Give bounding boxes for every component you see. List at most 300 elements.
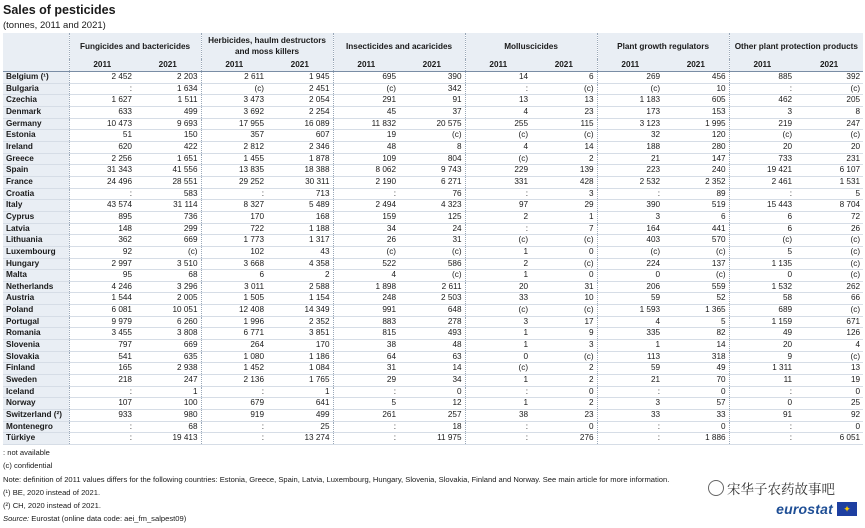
value-cell: 48 — [399, 340, 465, 352]
value-cell: 6 — [729, 223, 795, 235]
value-cell: (c) — [135, 246, 201, 258]
value-cell: (c) — [795, 246, 863, 258]
value-cell: 635 — [135, 351, 201, 363]
value-cell: 23 — [531, 106, 597, 118]
value-cell: : — [69, 386, 135, 398]
value-cell: 4 358 — [267, 258, 333, 270]
value-cell: 9 — [729, 351, 795, 363]
value-cell: 261 — [333, 410, 399, 422]
value-cell: : — [201, 421, 267, 433]
country-cell: Sweden — [3, 375, 69, 387]
table-row — [3, 293, 863, 305]
value-cell: 6 051 — [795, 433, 863, 445]
country-cell: Estonia — [3, 130, 69, 142]
country-cell: Croatia — [3, 188, 69, 200]
value-cell: 1 — [267, 386, 333, 398]
table-row — [3, 328, 863, 340]
value-cell: 206 — [597, 281, 663, 293]
value-cell: 255 — [465, 118, 531, 130]
value-cell: : — [333, 188, 399, 200]
value-cell: 641 — [267, 398, 333, 410]
group-header: Molluscicides — [465, 33, 597, 59]
year-header: 2011 — [69, 59, 135, 72]
value-cell: 229 — [465, 165, 531, 177]
value-cell: 92 — [795, 410, 863, 422]
value-cell: 797 — [69, 340, 135, 352]
value-cell: 736 — [135, 211, 201, 223]
value-cell: 689 — [729, 305, 795, 317]
pesticides-table — [3, 33, 863, 445]
value-cell: 29 — [333, 375, 399, 387]
value-cell: 2 — [267, 270, 333, 282]
value-cell: 41 556 — [135, 165, 201, 177]
value-cell: 107 — [69, 398, 135, 410]
value-cell: 25 — [267, 421, 333, 433]
value-cell: (c) — [663, 246, 729, 258]
value-cell: 695 — [333, 72, 399, 84]
table-row — [3, 235, 863, 247]
value-cell: 499 — [135, 106, 201, 118]
value-cell: 48 — [333, 141, 399, 153]
country-cell: Lithuania — [3, 235, 69, 247]
value-cell: 262 — [795, 281, 863, 293]
value-cell: : — [597, 386, 663, 398]
value-cell: 2 611 — [201, 72, 267, 84]
value-cell: 4 323 — [399, 200, 465, 212]
value-cell: 559 — [663, 281, 729, 293]
value-cell: 6 107 — [795, 165, 863, 177]
value-cell: 148 — [69, 223, 135, 235]
value-cell: 1 995 — [663, 118, 729, 130]
value-cell: 11 832 — [333, 118, 399, 130]
value-cell: 63 — [399, 351, 465, 363]
value-cell: 14 — [663, 340, 729, 352]
value-cell: 12 408 — [201, 305, 267, 317]
country-cell: Denmark — [3, 106, 69, 118]
value-cell: 2 503 — [399, 293, 465, 305]
value-cell: 2 611 — [399, 281, 465, 293]
value-cell: 2 254 — [267, 106, 333, 118]
value-cell: (c) — [465, 235, 531, 247]
value-cell: 3 808 — [135, 328, 201, 340]
value-cell: 2 136 — [201, 375, 267, 387]
value-cell: 5 — [333, 398, 399, 410]
year-header: 2021 — [663, 59, 729, 72]
value-cell: 3 011 — [201, 281, 267, 293]
value-cell: : — [729, 421, 795, 433]
value-cell: 2 461 — [729, 176, 795, 188]
value-cell: 1 — [465, 246, 531, 258]
value-cell: 2 — [465, 211, 531, 223]
country-cell: Bulgaria — [3, 83, 69, 95]
table-row — [3, 106, 863, 118]
value-cell: 1 627 — [69, 95, 135, 107]
value-cell: : — [465, 421, 531, 433]
value-cell: 4 — [465, 106, 531, 118]
value-cell: 223 — [597, 165, 663, 177]
value-cell: 633 — [69, 106, 135, 118]
value-cell: 33 — [597, 410, 663, 422]
value-cell: 14 — [465, 72, 531, 84]
value-cell: 1 531 — [795, 176, 863, 188]
value-cell: 2 190 — [333, 176, 399, 188]
value-cell: 6 — [663, 211, 729, 223]
value-cell: 13 835 — [201, 165, 267, 177]
value-cell: 390 — [597, 200, 663, 212]
value-cell: 2 — [531, 363, 597, 375]
value-cell: 19 — [333, 130, 399, 142]
value-cell: 6 271 — [399, 176, 465, 188]
value-cell: 3 668 — [201, 258, 267, 270]
value-cell: 25 — [795, 398, 863, 410]
value-cell: 1 505 — [201, 293, 267, 305]
value-cell: 168 — [267, 211, 333, 223]
value-cell: 2 346 — [267, 141, 333, 153]
value-cell: 13 — [465, 95, 531, 107]
table-row — [3, 176, 863, 188]
value-cell: 2 588 — [267, 281, 333, 293]
value-cell: 2 — [531, 153, 597, 165]
value-cell: 82 — [663, 328, 729, 340]
value-cell: 299 — [135, 223, 201, 235]
value-cell: 269 — [597, 72, 663, 84]
value-cell: 91 — [729, 410, 795, 422]
value-cell: : — [597, 188, 663, 200]
country-cell: Slovakia — [3, 351, 69, 363]
value-cell: 68 — [135, 421, 201, 433]
value-cell: : — [465, 223, 531, 235]
group-header: Insecticides and acaricides — [333, 33, 465, 59]
wechat-icon — [708, 480, 724, 496]
value-cell: (c) — [795, 258, 863, 270]
value-cell: : — [729, 83, 795, 95]
value-cell: (c) — [399, 246, 465, 258]
corner-cell — [3, 59, 69, 72]
country-cell: Austria — [3, 293, 69, 305]
value-cell: (c) — [729, 235, 795, 247]
value-cell: 0 — [597, 270, 663, 282]
value-cell: 1 452 — [201, 363, 267, 375]
value-cell: 248 — [333, 293, 399, 305]
value-cell: : — [201, 433, 267, 445]
value-cell: 52 — [663, 293, 729, 305]
table-title: Sales of pesticides — [3, 3, 116, 17]
value-cell: 37 — [399, 106, 465, 118]
value-cell: 0 — [729, 270, 795, 282]
value-cell: 0 — [663, 421, 729, 433]
value-cell: 3 — [597, 398, 663, 410]
value-cell: 76 — [399, 188, 465, 200]
value-cell: 38 — [465, 410, 531, 422]
value-cell: 2 — [531, 398, 597, 410]
value-cell: 980 — [135, 410, 201, 422]
value-cell: 4 — [465, 141, 531, 153]
value-cell: 1 317 — [267, 235, 333, 247]
country-cell: Montenegro — [3, 421, 69, 433]
value-cell: 59 — [597, 293, 663, 305]
value-cell: 679 — [201, 398, 267, 410]
value-cell: 17 — [531, 316, 597, 328]
value-cell: 247 — [795, 118, 863, 130]
value-cell: (c) — [795, 235, 863, 247]
table-row — [3, 258, 863, 270]
value-cell: 9 979 — [69, 316, 135, 328]
value-cell: (c) — [795, 270, 863, 282]
value-cell: 318 — [663, 351, 729, 363]
value-cell: 1 — [465, 375, 531, 387]
value-cell: 21 — [597, 375, 663, 387]
value-cell: 153 — [663, 106, 729, 118]
value-cell: (c) — [465, 363, 531, 375]
value-cell: 1 878 — [267, 153, 333, 165]
year-header: 2011 — [333, 59, 399, 72]
value-cell: 91 — [399, 95, 465, 107]
value-cell: 3 510 — [135, 258, 201, 270]
year-header: 2021 — [399, 59, 465, 72]
value-cell: (c) — [795, 351, 863, 363]
value-cell: 3 455 — [69, 328, 135, 340]
value-cell: 9 693 — [135, 118, 201, 130]
table-row — [3, 363, 863, 375]
value-cell: (c) — [597, 246, 663, 258]
value-cell: 3 — [531, 188, 597, 200]
year-header-row — [3, 59, 863, 72]
value-cell: (c) — [795, 305, 863, 317]
table-row — [3, 72, 863, 84]
value-cell: 2 352 — [267, 316, 333, 328]
value-cell: : — [465, 188, 531, 200]
value-cell: (c) — [399, 130, 465, 142]
table-row — [3, 398, 863, 410]
value-cell: (c) — [201, 83, 267, 95]
value-cell: 13 — [795, 363, 863, 375]
value-cell: 240 — [663, 165, 729, 177]
value-cell: (c) — [795, 130, 863, 142]
value-cell: 1 945 — [267, 72, 333, 84]
country-cell: Greece — [3, 153, 69, 165]
note-confidential: (c) confidential — [3, 461, 53, 471]
value-cell: 31 114 — [135, 200, 201, 212]
country-cell: Malta — [3, 270, 69, 282]
table-row — [3, 410, 863, 422]
value-cell: 92 — [69, 246, 135, 258]
eurostat-logo: eurostat — [776, 501, 833, 517]
value-cell: (c) — [729, 130, 795, 142]
value-cell: (c) — [465, 305, 531, 317]
value-cell: 20 — [729, 340, 795, 352]
value-cell: 51 — [69, 130, 135, 142]
eu-flag-icon: ✦ — [837, 502, 857, 516]
year-header: 2021 — [531, 59, 597, 72]
value-cell: 1 183 — [597, 95, 663, 107]
value-cell: 5 489 — [267, 200, 333, 212]
value-cell: 9 — [531, 328, 597, 340]
value-cell: 8 062 — [333, 165, 399, 177]
value-cell: 97 — [465, 200, 531, 212]
value-cell: 1 — [465, 270, 531, 282]
value-cell: 280 — [663, 141, 729, 153]
value-cell: 895 — [69, 211, 135, 223]
country-cell: Hungary — [3, 258, 69, 270]
value-cell: 1 651 — [135, 153, 201, 165]
value-cell: 5 — [663, 316, 729, 328]
value-cell: : — [597, 421, 663, 433]
value-cell: 0 — [729, 398, 795, 410]
value-cell: 2 256 — [69, 153, 135, 165]
value-cell: 1 — [465, 398, 531, 410]
country-cell: Ireland — [3, 141, 69, 153]
value-cell: 342 — [399, 83, 465, 95]
value-cell: 8 — [399, 141, 465, 153]
source-label: Source: — [3, 514, 30, 524]
value-cell: : — [465, 433, 531, 445]
table-row — [3, 200, 863, 212]
country-cell: Germany — [3, 118, 69, 130]
value-cell: (c) — [597, 83, 663, 95]
value-cell: 276 — [531, 433, 597, 445]
country-cell: Netherlands — [3, 281, 69, 293]
country-cell: France — [3, 176, 69, 188]
value-cell: 7 — [531, 223, 597, 235]
value-cell: 390 — [399, 72, 465, 84]
value-cell: 3 — [597, 211, 663, 223]
value-cell: 21 — [597, 153, 663, 165]
value-cell: 804 — [399, 153, 465, 165]
value-cell: 3 — [729, 106, 795, 118]
value-cell: : — [729, 433, 795, 445]
value-cell: 19 — [795, 375, 863, 387]
value-cell: 19 421 — [729, 165, 795, 177]
value-cell: 139 — [531, 165, 597, 177]
value-cell: 173 — [597, 106, 663, 118]
value-cell: 1 898 — [333, 281, 399, 293]
value-cell: 49 — [729, 328, 795, 340]
value-cell: 1 159 — [729, 316, 795, 328]
value-cell: 12 — [399, 398, 465, 410]
value-cell: 428 — [531, 176, 597, 188]
table-row — [3, 165, 863, 177]
value-cell: (c) — [531, 130, 597, 142]
value-cell: 170 — [201, 211, 267, 223]
value-cell: 33 — [465, 293, 531, 305]
footnotes — [3, 446, 669, 526]
value-cell: 5 — [795, 188, 863, 200]
value-cell: 4 246 — [69, 281, 135, 293]
year-header: 2011 — [465, 59, 531, 72]
group-header-row — [3, 33, 863, 59]
country-cell: Romania — [3, 328, 69, 340]
value-cell: 0 — [795, 421, 863, 433]
table-row — [3, 433, 863, 445]
value-cell: 113 — [597, 351, 663, 363]
value-cell: : — [69, 433, 135, 445]
value-cell: 13 — [531, 95, 597, 107]
value-cell: 218 — [69, 375, 135, 387]
value-cell: 1 532 — [729, 281, 795, 293]
value-cell: : — [729, 386, 795, 398]
value-cell: 4 — [597, 316, 663, 328]
year-header: 2011 — [729, 59, 795, 72]
table-row — [3, 281, 863, 293]
value-cell: 19 413 — [135, 433, 201, 445]
value-cell: 605 — [663, 95, 729, 107]
note-ch: (²) CH, 2020 instead of 2021. — [3, 501, 101, 511]
value-cell: : — [69, 188, 135, 200]
value-cell: 2 005 — [135, 293, 201, 305]
value-cell: 18 388 — [267, 165, 333, 177]
value-cell: 722 — [201, 223, 267, 235]
country-cell: Latvia — [3, 223, 69, 235]
value-cell: 362 — [69, 235, 135, 247]
value-cell: : — [69, 83, 135, 95]
value-cell: (c) — [531, 351, 597, 363]
value-cell: 125 — [399, 211, 465, 223]
value-cell: 1 186 — [267, 351, 333, 363]
value-cell: 72 — [795, 211, 863, 223]
value-cell: 29 252 — [201, 176, 267, 188]
table-row — [3, 188, 863, 200]
value-cell: 34 — [399, 375, 465, 387]
year-header: 2021 — [135, 59, 201, 72]
value-cell: 58 — [729, 293, 795, 305]
country-cell: Cyprus — [3, 211, 69, 223]
value-cell: 224 — [597, 258, 663, 270]
value-cell: 29 — [531, 200, 597, 212]
source-text: Eurostat (online data code: aei_fm_salpest09) — [31, 514, 187, 524]
value-cell: 170 — [267, 340, 333, 352]
value-cell: (c) — [531, 258, 597, 270]
value-cell: 620 — [69, 141, 135, 153]
year-header: 2011 — [201, 59, 267, 72]
value-cell: 3 473 — [201, 95, 267, 107]
value-cell: (c) — [663, 270, 729, 282]
value-cell: 137 — [663, 258, 729, 270]
value-cell: : — [597, 433, 663, 445]
value-cell: 1 996 — [201, 316, 267, 328]
value-cell: 14 349 — [267, 305, 333, 317]
value-cell: 43 — [267, 246, 333, 258]
value-cell: 3 296 — [135, 281, 201, 293]
value-cell: 541 — [69, 351, 135, 363]
table-row — [3, 351, 863, 363]
value-cell: 1 765 — [267, 375, 333, 387]
table-row — [3, 316, 863, 328]
value-cell: 45 — [333, 106, 399, 118]
value-cell: 733 — [729, 153, 795, 165]
value-cell: 607 — [267, 130, 333, 142]
value-cell: 1 886 — [663, 433, 729, 445]
table-row — [3, 340, 863, 352]
value-cell: 1 — [531, 211, 597, 223]
value-cell: 2 938 — [135, 363, 201, 375]
value-cell: 1 365 — [663, 305, 729, 317]
value-cell: 20 — [795, 141, 863, 153]
value-cell: 0 — [531, 421, 597, 433]
value-cell: 519 — [663, 200, 729, 212]
value-cell: 2 452 — [69, 72, 135, 84]
value-cell: 24 — [399, 223, 465, 235]
corner-cell — [3, 33, 69, 59]
value-cell: 1 455 — [201, 153, 267, 165]
value-cell: 205 — [795, 95, 863, 107]
value-cell: 2 451 — [267, 83, 333, 95]
value-cell: 648 — [399, 305, 465, 317]
group-header: Other plant protection products — [729, 33, 863, 59]
value-cell: 2 532 — [597, 176, 663, 188]
table-row — [3, 141, 863, 153]
value-cell: 1 773 — [201, 235, 267, 247]
value-cell: (c) — [531, 305, 597, 317]
